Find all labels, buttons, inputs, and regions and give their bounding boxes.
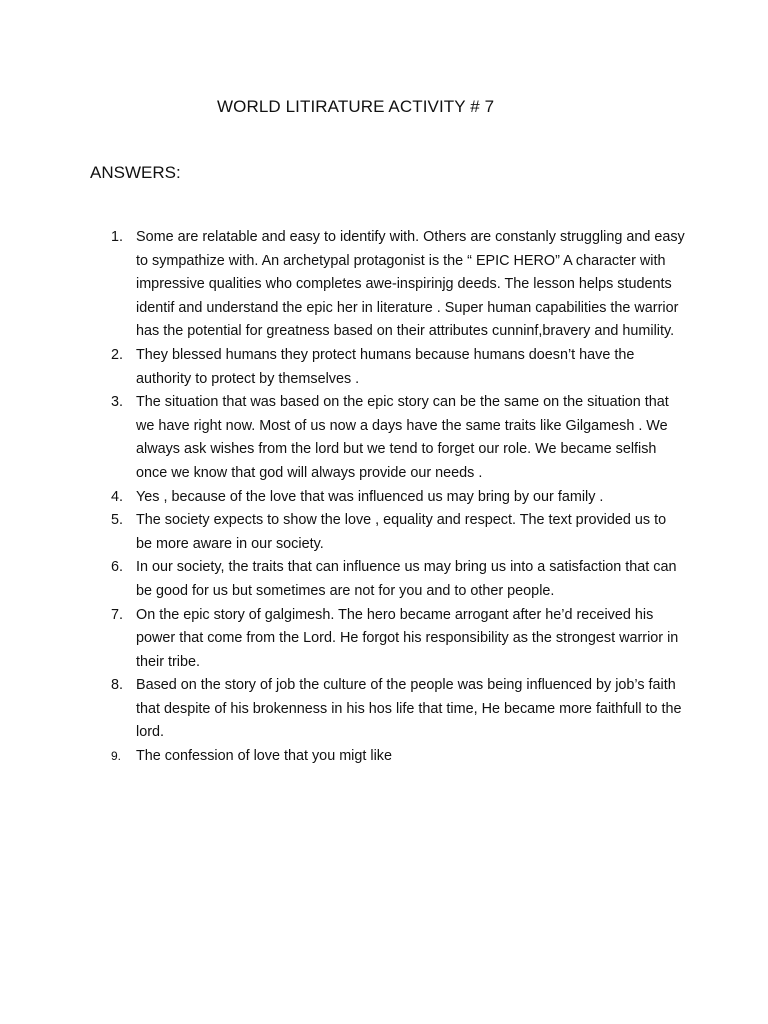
answer-item-6 [105,556,685,603]
answer-number-3: 3. [111,394,124,411]
answer-item-3 [105,391,685,485]
answer-item-8 [105,674,685,745]
answer-text-9: The confession of love that you migt like [136,748,392,765]
answer-number-6: 6. [111,559,124,576]
answer-item-2 [105,344,685,391]
answer-text-6: In our society, the traits that can influence us may bring us into a satisfaction that can be good for us but sometimes are not for you and to other people. [136,559,677,599]
answer-text-2: They blessed humans they protect humans because humans doesn’t have the authority to protect by themselves . [136,346,635,387]
answers-list [105,226,685,769]
answer-item-4 [105,486,685,510]
answer-number-1: 1. [111,229,124,245]
answer-text-8: Based on the story of job the culture of the people was being influenced by job’s faith that despite of his brokenness in his hos life that time, He became more faithfull to the lord. [136,677,682,741]
answer-number-4: 4. [111,488,124,505]
answer-number-9: 9. [111,749,122,764]
answer-number-8: 8. [111,677,124,694]
answer-text-3: The situation that was based on the epic story can be the same on the situation that we have right now. Most of us now a days have the same traits like Gilgamesh . We always ask wishes from the lord but we tend to forget our role. We became selfish once we know that god will always provide our needs . [136,394,669,481]
answer-number-7: 7. [111,606,124,623]
answer-text-4: Yes , because of the love that was influenced us may bring by our family . [136,488,604,505]
answer-text-1: Some are relatable and easy to identify with. Others are constanly struggling and easy to sympathize with. An archetypal protagonist is the “ EPIC HERO” A character with impressive qualities who completes awe-inspirinjg deeds. The lesson helps students identif and understand the epic her in literature . Super human capabilities the warrior has the potential for greatness based on their attributes cunninf,bravery and humility. [136,229,685,340]
answers-heading: ANSWERS: [90,163,181,182]
answer-item-1 [105,226,685,344]
answer-text-5: The society expects to show the love , equality and respect. The text provided us to be more aware in our society. [136,512,667,552]
answer-text-7: On the epic story of galgimesh. The hero became arrogant after he’d received his power that come from the Lord. He forgot his responsibility as the strongest warrior in their tribe. [136,606,679,670]
document-title: WORLD LITIRATURE ACTIVITY # 7 [217,97,495,116]
answer-item-7 [105,604,685,675]
answer-number-5: 5. [111,512,124,529]
answer-number-2: 2. [111,346,124,363]
answer-item-9 [105,745,685,769]
answer-item-5 [105,509,685,556]
